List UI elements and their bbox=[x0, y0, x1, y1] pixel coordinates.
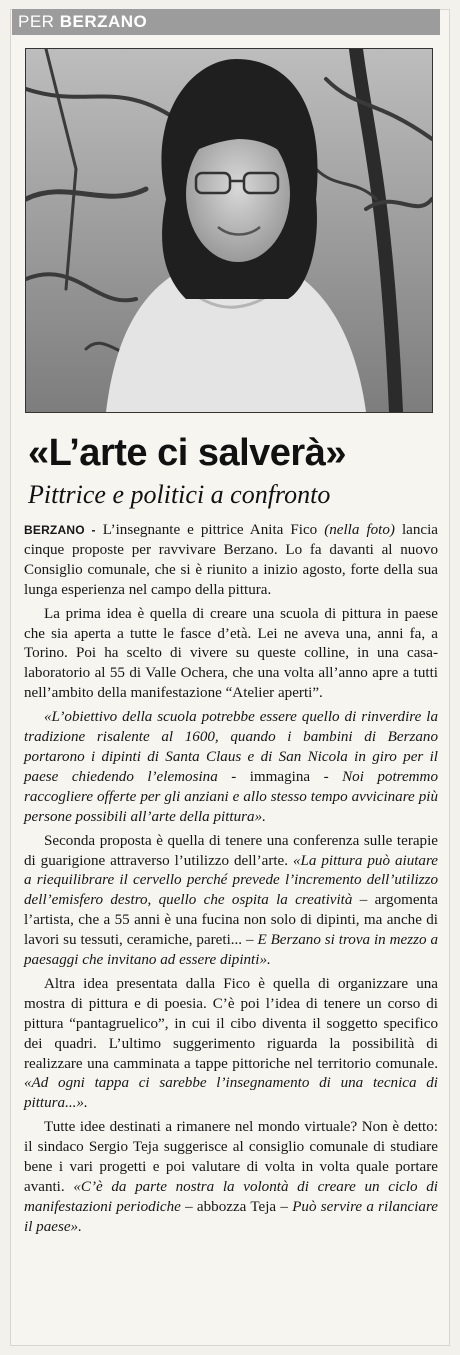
p3-run: Noi potremmo raccogliere offerte per gli anziani e allo stesso tempo avvicinare più persone possibili all’arte della pittura». bbox=[24, 768, 439, 825]
p4-run: E Berzano si trova in mezzo a paesaggi che invitano ad essere dipinti». bbox=[24, 932, 438, 969]
p3-run: «L’obiettivo della scuola potrebbe essere quello di rinverdire la tradizione risalente al 1600, quando i bambini di Berzano portarono i dipinti di Santa Claus e di San Nicola in giro per il paese chiedendo l’elemosina bbox=[24, 709, 438, 785]
p6-run: – abbozza Teja – bbox=[180, 1198, 293, 1215]
p4-run: – argomenta l’artista, che a 55 anni è una fucina non solo di dipinti, ma anche di lavori su tessuti, ceramiche, pareti... – bbox=[24, 892, 438, 949]
p6-run: Tutte idee destinati a rimanere nel mondo virtuale? Non è detto: il sindaco Sergio Teja suggerisce al consiglio comunale di studiare bene i vari progetti e poi valutare di volta in volta quale portare avanti. bbox=[24, 1119, 438, 1195]
article-photo bbox=[25, 48, 433, 413]
paragraph-3 bbox=[24, 708, 438, 827]
paragraph-6 bbox=[24, 1118, 438, 1237]
p2-run: La prima idea è quella di creare una scuola di pittura in paese che sia aperta a tutte le fasce d’età. Lei ne aveva una, anni fa, a Torino. Poi ha scelto di vivere su queste colline, in una casa-laboratorio al 55 di Valle Ochera, che una volta all’anno apre a tutti nell’ambito della manifestazione “Atelier aperti”. bbox=[24, 605, 438, 702]
dateline: BERZANO - bbox=[24, 523, 96, 537]
article-title: «L’arte ci salverà» bbox=[28, 432, 346, 474]
section-prefix: PER bbox=[18, 12, 55, 31]
paragraph-2 bbox=[24, 605, 438, 705]
article-subtitle: Pittrice e politici a confronto bbox=[28, 480, 331, 509]
p1-run: lancia cinque proposte per ravvivare Berzano. Lo fa davanti al nuovo Consiglio comunale, che si è riunito a inizio agosto, forte della sua lunga esperienza nel campo della pittura. bbox=[24, 522, 439, 598]
paragraph-1 bbox=[24, 521, 438, 601]
p5-run: Altra idea presentata dalla Fico è quella di organizzare una mostra di pittura e di poesia. C’è poi l’idea di tenere un corso di pittura “pantagruelico”, in cui il cibo diventa il soggetto specifico dei quadri. L’ultimo suggerimento riguarda la possibilità di realizzare una camminata a tappe pittoriche nel territorio comunale. bbox=[24, 975, 438, 1072]
p6-run: Può servire a rilanciare il paese». bbox=[24, 1198, 438, 1235]
p6-run: «C’è da parte nostra la volontà di creare un ciclo di manifestazioni periodiche bbox=[24, 1179, 438, 1215]
section-header bbox=[12, 9, 440, 35]
p1-run: L’insegnante e pittrice Anita Fico bbox=[95, 522, 325, 538]
article-body bbox=[24, 521, 438, 1238]
p5-run: «Ad ogni tappa ci sarebbe l’insegnamento di una tecnica di pittura...». bbox=[24, 1075, 438, 1112]
p4-run: Seconda proposta è quella di tenere una conferenza sulle terapie di guarigione attraverso l’utilizzo dell’arte. bbox=[24, 832, 438, 869]
paragraph-4 bbox=[24, 832, 438, 971]
p4-run: «La pittura può aiutare a riequilibrare il cervello perché prevede l’incremento dell’utilizzo dell’emisfero destro, quello che ospita la creatività bbox=[24, 852, 438, 909]
paragraph-5 bbox=[24, 975, 438, 1114]
portrait-image bbox=[26, 49, 432, 412]
section-place: BERZANO bbox=[59, 12, 148, 31]
p3-run: - immagina - bbox=[217, 768, 343, 785]
p1-run: (nella foto) bbox=[324, 522, 395, 538]
